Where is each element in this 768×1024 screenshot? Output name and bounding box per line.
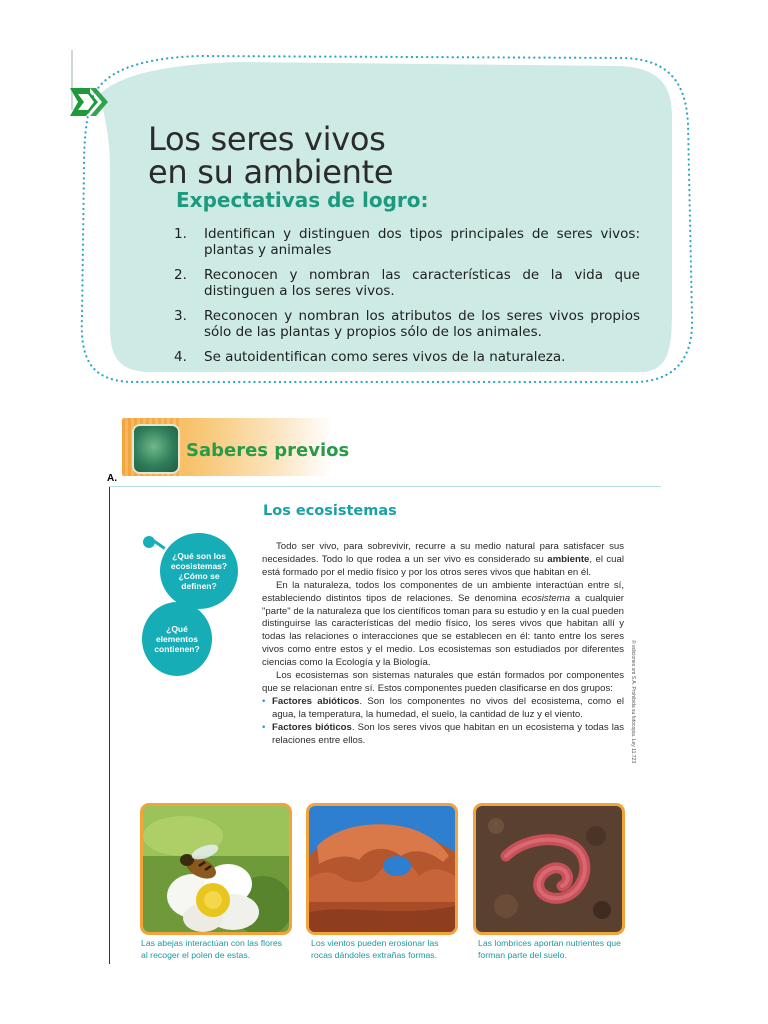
content-divider-vertical [109, 486, 110, 964]
page-title [148, 120, 394, 192]
globe-icon [132, 424, 180, 474]
photo-caption-1: Las abejas interactúan con las flores al recoger el polen de estas. [141, 938, 283, 960]
objectives-list [174, 226, 640, 374]
factors-list [262, 696, 624, 748]
p1-text-a: Todo ser vivo, para sobrevivir, recurre a su medio natural para satisfacer sus necesidades. Todo lo que rodea a un ser vivo es considerado su [262, 541, 624, 565]
objective-text: Identifican y distinguen dos tipos principales de seres vivos: plantas y animales [204, 226, 640, 258]
title-line-1: Los seres vivos [148, 120, 386, 159]
objective-text: Reconocen y nombran las características de la vida que distinguen a los seres vivos. [204, 267, 640, 299]
objective-number: 3. [174, 308, 187, 324]
bullet1-bold: Factores abióticos [272, 695, 360, 707]
objective-item [174, 308, 640, 340]
objective-item [174, 267, 640, 299]
banner-title: Saberes previos [186, 440, 350, 461]
section-body [262, 541, 624, 748]
earthworm-icon [473, 803, 625, 935]
eroded-rock-icon [306, 803, 458, 935]
objective-number: 4. [174, 349, 187, 365]
photo-caption-2: Los vientos pueden erosionar las rocas dándoles extrañas formas. [311, 938, 439, 960]
objectives-heading: Expectativas de logro: [176, 188, 429, 212]
objective-text: Reconocen y nombran los atributos de los seres vivos propios sólo de las plantas y propios sólo de los animales. [204, 308, 640, 340]
question-bubble-2 [142, 602, 212, 676]
p1-bold-term: ambiente [547, 553, 590, 565]
p2-italic-term: ecosistema [521, 592, 571, 604]
arrow-marker-icon [68, 84, 108, 122]
objective-number: 1. [174, 226, 187, 242]
question-bubble-1 [160, 533, 238, 609]
bee-on-flower-icon [140, 803, 292, 935]
objective-text: Se autoidentifican como seres vivos de la naturaleza. [204, 349, 566, 365]
p1-text-b: , el cual está formado por el medio físico y por los otros seres vivos que habitan en él. [262, 553, 624, 578]
question-bubble-2-text: ¿Qué elementos contienen? [154, 624, 200, 654]
bullet2-text: . Son los seres vivos que habitan en un ecosistema y todas las relaciones entre ellos. [272, 721, 624, 746]
p2-text-b: a cualquier "parte" de la naturaleza que los científicos toman para su estudio y en la cual pueden distinguirse las características del medio físico, los seres vivos que habitan allí y todas las relaciones o interacciones que se establecen en él: tanto entre los seres vivos como entre estos y el medio. Los ecosistemas son estudiados por diferentes ciencias como la Ecología y la Biología. [262, 592, 625, 669]
question-bubble-1-text: ¿Qué son los ecosistemas? ¿Cómo se definen? [170, 551, 228, 591]
objective-item [174, 226, 640, 258]
paragraph-1 [262, 541, 624, 580]
list-item [262, 696, 624, 722]
photo-caption-3: Las lombrices aportan nutrientes que forman parte del suelo. [478, 938, 621, 960]
bullet1-text: . Son los componentes no vivos del ecosistema, como el agua, la temperatura, la humedad, el suelo, la cantidad de luz y el viento. [272, 695, 624, 720]
list-item [262, 722, 624, 748]
p2-text-a: En la naturaleza, todos los componentes de un ambiente interactúan entre sí, estableciendo distintos tipos de relaciones. Se denomina [262, 579, 624, 604]
objective-item [174, 349, 640, 365]
objective-number: 2. [174, 267, 187, 283]
paragraph-2 [262, 580, 624, 670]
paragraph-3: Los ecosistemas son sistemas naturales que están formados por componentes que se relacionan entre sí. Estos componentes pueden clasificarse en dos grupos: [262, 670, 624, 694]
bullet2-bold: Factores bióticos [272, 721, 352, 733]
copyright-note: © ediciones sm S.A. Prohibida su fotocopia. Ley 11.723 [630, 640, 636, 764]
section-label: A. [107, 473, 117, 484]
section-title: Los ecosistemas [263, 503, 397, 519]
title-line-2: en su ambiente [148, 153, 394, 192]
content-divider-horizontal [109, 486, 661, 487]
